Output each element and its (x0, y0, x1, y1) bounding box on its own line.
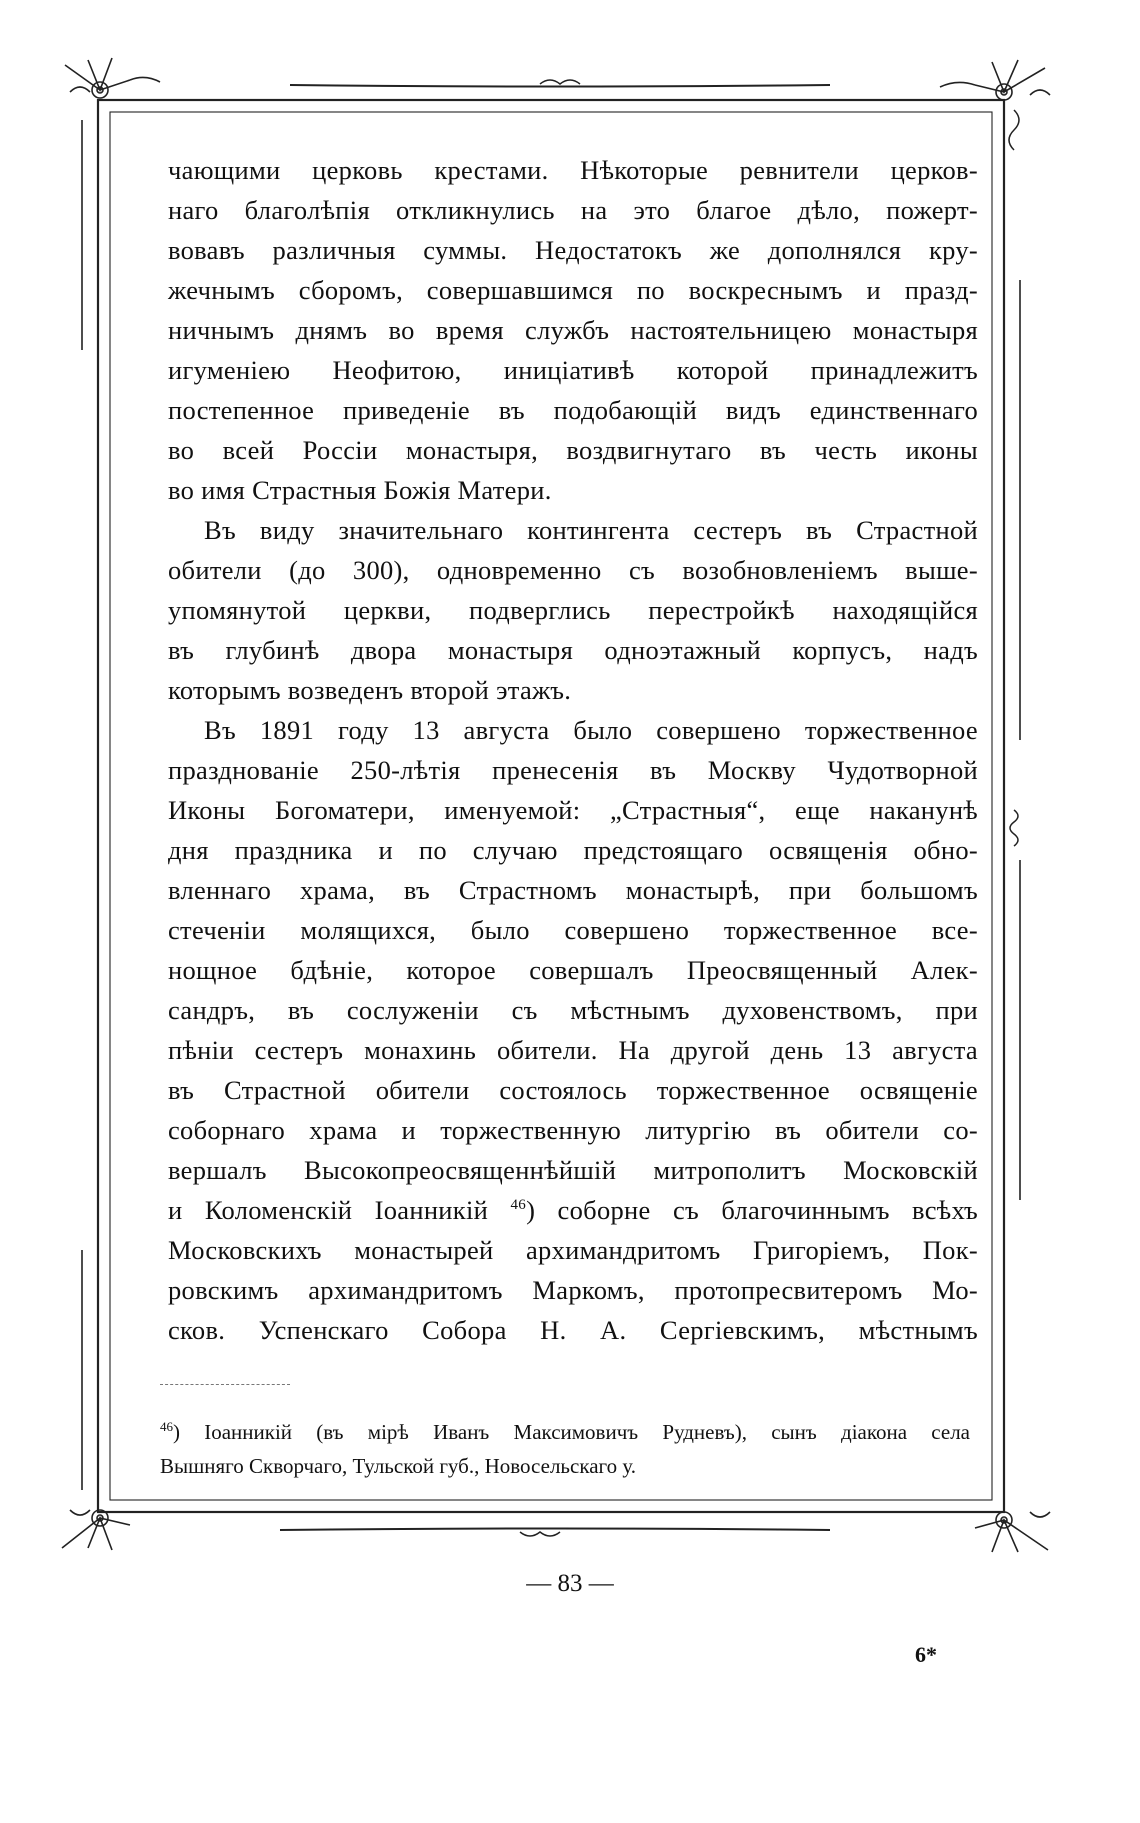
text-segment: ) соборне съ благочиннымъ всѣхъ (526, 1195, 978, 1225)
text-line: стеченіи молящихся, было совершено торжественное все- (168, 915, 978, 945)
corner-ornament-top-left (65, 58, 160, 98)
text-line: въ глубинѣ двора монастыря одноэтажный корпусъ, надъ (168, 635, 978, 665)
text-line: которымъ возведенъ второй этажъ. (168, 675, 572, 705)
paragraph-start-line: Въ 1891 году 13 августа было совершено торжественное (204, 715, 978, 745)
text-line: Московскихъ монастырей архимандритомъ Григоріемъ, Пок- (168, 1235, 978, 1265)
text-line: ровскимъ архимандритомъ Маркомъ, протопресвитеромъ Мо- (168, 1275, 978, 1305)
text-segment: и Коломенскій Іоанникій (168, 1195, 511, 1225)
footnote-line (160, 1415, 970, 1449)
text-line: въ Страстной обители состоялось торжественное освященіе (168, 1075, 978, 1105)
corner-ornament-bottom-left (62, 1510, 130, 1550)
footnote-line: Вышняго Скворчаго, Тульской губ., Новосельскаго у. (160, 1454, 637, 1478)
footnote-reference[interactable]: 46 (510, 1197, 527, 1214)
text-line: вершалъ Высокопреосвященнѣйшій митрополитъ Московскій (168, 1155, 978, 1185)
text-line: нощное бдѣніе, которое совершалъ Преосвященный Алек- (168, 955, 978, 985)
text-line: во всей Россіи монастыря, воздвигнутаго въ честь иконы (168, 435, 978, 465)
page-number: — 83 — (526, 1570, 614, 1597)
text-line: во имя Страстныя Божія Матери. (168, 475, 552, 505)
text-line: игуменіею Неофитою, иниціативѣ которой принадлежитъ (168, 355, 978, 385)
text-line: сков. Успенскаго Собора Н. А. Сергіевскимъ, мѣстнымъ (168, 1315, 978, 1345)
text-line: вленнаго храма, въ Страстномъ монастырѣ, при большомъ (168, 875, 978, 905)
footnote-separator (160, 1384, 290, 1386)
main-text-column (168, 150, 978, 1350)
footnote (160, 1415, 970, 1483)
text-line: соборнаго храма и торжественную литургію въ обители со- (168, 1115, 978, 1145)
text-line: дня праздника и по случаю предстоящаго освященія обно- (168, 835, 978, 865)
footnote-text: ) Іоанникій (въ мірѣ Иванъ Максимовичъ Рудневъ), сынъ діакона села (173, 1420, 970, 1444)
text-line: жечнымъ сборомъ, совершавшимся по воскреснымъ и празд- (168, 275, 978, 305)
text-line: чающими церковь крестами. Нѣкоторые ревнители церков- (168, 155, 978, 185)
text-line: пѣніи сестеръ монахинь обители. На другой день 13 августа (168, 1035, 978, 1065)
corner-ornament-bottom-right (975, 1512, 1050, 1552)
text-line: постепенное приведеніе въ подобающій видъ единственнаго (168, 395, 978, 425)
paragraph-start-line: Въ виду значительнаго контингента сестеръ въ Страстной (204, 515, 978, 545)
text-line: упомянутой церкви, подверглись перестройкѣ находящійся (168, 595, 978, 625)
text-line: обители (до 300), одновременно съ возобновленіемъ выше- (168, 555, 978, 585)
text-line-with-footnote-ref (168, 1190, 978, 1230)
text-line: вовавъ различныя суммы. Недостатокъ же дополнялся кру- (168, 235, 978, 265)
text-line: Иконы Богоматери, именуемой: „Страстныя“, еще наканунѣ (168, 795, 978, 825)
corner-ornament-top-right (940, 60, 1050, 100)
text-line: наго благолѣпія откликнулись на это благое дѣло, пожерт- (168, 195, 978, 225)
text-line: сандръ, въ сослуженіи съ мѣстнымъ духовенствомъ, при (168, 995, 978, 1025)
text-line: ничнымъ днямъ во время службъ настоятельницею монастыря (168, 315, 978, 345)
text-line: празднованіе 250-лѣтія пренесенія въ Москву Чудотворной (168, 755, 978, 785)
signature-mark: 6* (915, 1642, 937, 1667)
footnote-marker: 46 (160, 1419, 173, 1434)
